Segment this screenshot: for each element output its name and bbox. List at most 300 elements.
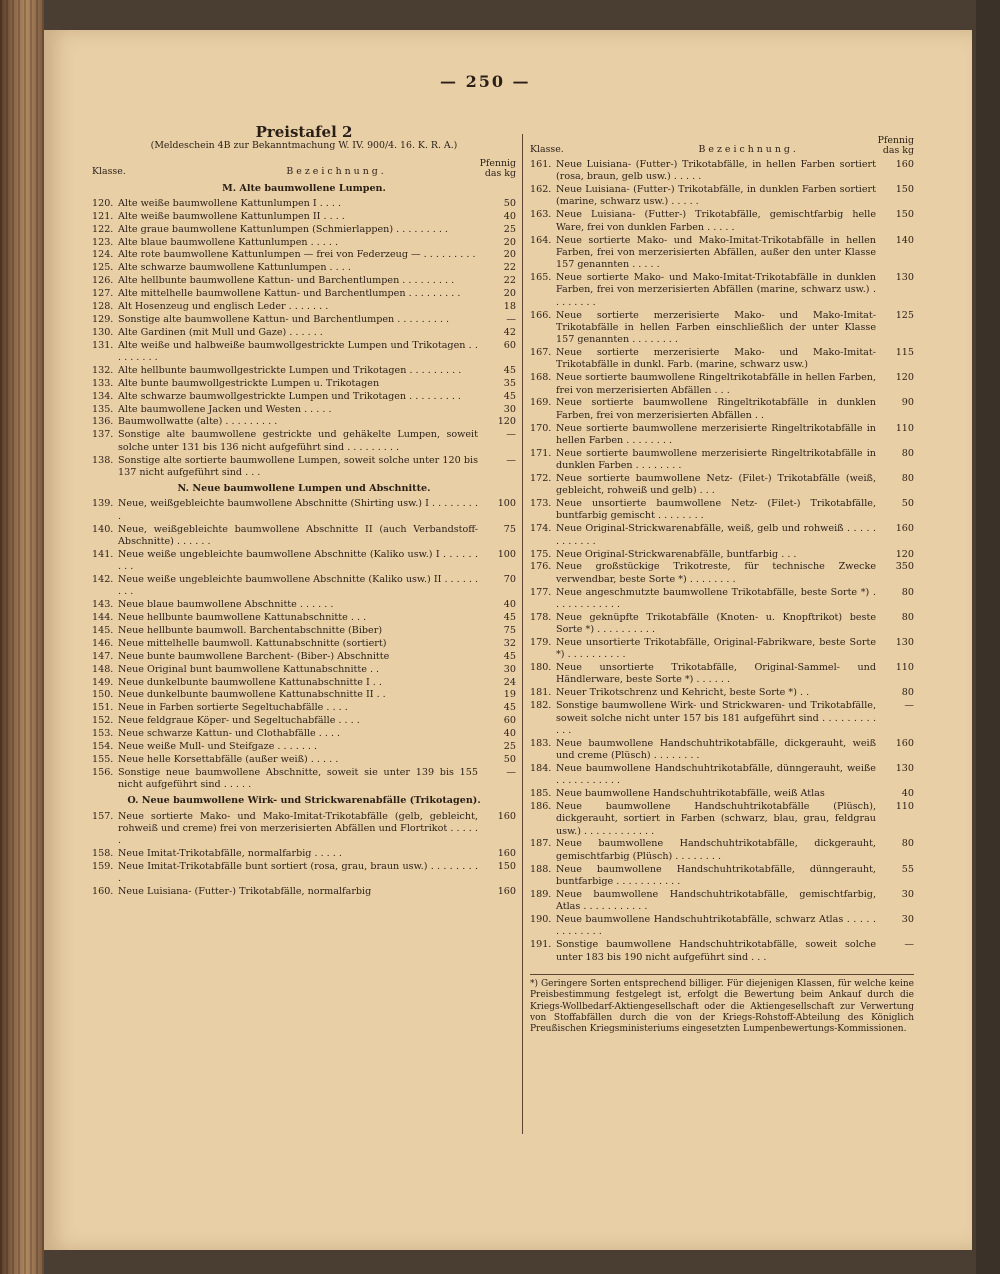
class-number: 159.: [92, 861, 114, 872]
class-number: 141.: [92, 548, 114, 560]
price-value: —: [904, 939, 914, 951]
item-description: Neue schwarze Kattun- und Clothabfälle . . . .: [118, 728, 341, 740]
item-description: Neue großstückige Trikotreste, für technische Zwecke verwendbar, beste Sorte *) . . . . . . . .: [556, 561, 876, 585]
price-row: [530, 612, 914, 637]
price-value: 80: [901, 687, 914, 699]
item-description: Neue weiße ungebleichte baumwollene Abschnitte (Kaliko usw.) I . . . . . . . . .: [118, 548, 478, 573]
price-row: [92, 625, 516, 637]
price-value: 45: [503, 612, 516, 624]
item-description: Neuer Trikotschrenz und Kehricht, beste Sorte *) . .: [556, 687, 810, 699]
item-description: Neue sortierte Mako- und Mako-Imitat-Trikotabfälle in dunklen Farben, frei von merzerisierten Abfällen (marine, schwarz usw.) . . . . . . . .: [556, 272, 876, 308]
price-row: [530, 889, 914, 914]
item-description: Neue in Farben sortierte Segeltuchabfälle . . . .: [118, 702, 348, 714]
class-number: 165.: [530, 272, 552, 284]
price-value: 120: [895, 548, 914, 560]
item-description: Neue sortierte baumwollene merzerisierte Ringeltrikotabfälle in hellen Farben . . . . . . . .: [556, 422, 876, 446]
price-value: 35: [503, 377, 516, 389]
class-number: 126.: [92, 275, 114, 287]
class-number: 130.: [92, 326, 114, 338]
price-value: 75: [503, 624, 516, 636]
binding-page-edges: [0, 0, 44, 1274]
price-row: [92, 365, 516, 377]
price-row: [530, 687, 914, 699]
class-number: 142.: [92, 573, 114, 585]
item-description: Alte weiße baumwollene Kattunlumpen II . . . .: [118, 210, 345, 222]
price-value: 45: [503, 364, 516, 376]
price-value: 140: [895, 234, 914, 246]
item-description: Neue weiße Mull- und Steifgaze . . . . . . .: [118, 740, 318, 752]
section-o-heading: O. Neue baumwollene Wirk- und Strickwarenabfälle (Trikotagen).: [127, 795, 481, 807]
price-value: 160: [497, 810, 516, 822]
price-value: 55: [901, 863, 914, 875]
price-value: 40: [503, 728, 516, 740]
class-number: 145.: [92, 624, 114, 636]
class-number: 171.: [530, 447, 552, 459]
item-description: Baumwollwatte (alte) . . . . . . . . .: [118, 416, 278, 428]
price-value: 100: [497, 548, 516, 560]
price-row: [530, 523, 914, 548]
price-value: 110: [895, 800, 914, 812]
price-value: 30: [503, 403, 516, 415]
price-row: [530, 763, 914, 788]
price-table-title: Preistafel 2: [255, 123, 353, 141]
class-number: 161.: [530, 159, 552, 170]
class-number: 168.: [530, 372, 552, 384]
item-description: Neue baumwollene Handschuhtrikotabfälle (Plüsch), dickgerauht, sortiert in Farben (schwarz, blau, grau, feldgrau usw.) . . . . . . . . . . . .: [556, 800, 876, 837]
price-row: [530, 914, 914, 939]
class-number: 139.: [92, 498, 114, 510]
price-value: 130: [895, 272, 914, 284]
price-value: 20: [503, 236, 516, 248]
price-value: 160: [497, 848, 516, 860]
item-description: Neue Luisiana- (Futter-) Trikotabfälle, in hellen Farben sortiert (rosa, braun, gelb usw.) . . . . .: [556, 159, 876, 183]
item-description: Neue sortierte baumwollene Ringeltrikotabfälle in dunklen Farben, frei von merzerisierten Abfällen . .: [556, 397, 876, 421]
price-row: [530, 159, 914, 184]
price-value: 115: [895, 347, 914, 359]
bezeichnung-header: Bezeichnung.: [698, 143, 799, 155]
class-number: 124.: [92, 249, 114, 261]
item-description: Neue angeschmutzte baumwollene Trikotabfälle, beste Sorte *) . . . . . . . . . . . .: [556, 586, 876, 610]
item-description: Neue geknüpfte Trikotabfälle (Knoten- u. Knopftrikot) beste Sorte *) . . . . . . . . . .: [556, 611, 876, 636]
price-value: 130: [895, 762, 914, 774]
item-description: Alte schwarze baumwollene Kattunlumpen . . . .: [118, 262, 351, 274]
price-value: 30: [901, 888, 914, 900]
price-row: [92, 211, 516, 223]
class-number: 158.: [92, 848, 114, 860]
item-description: Neue Luisiana- (Futter-) Trikotabfälle, in dunklen Farben sortiert (marine, schwarz usw.) . . . . .: [556, 184, 876, 208]
class-number: 121.: [92, 210, 114, 222]
price-value: 22: [503, 262, 516, 274]
price-value: 30: [901, 914, 914, 926]
price-row: [92, 848, 516, 860]
item-description: Alte rote baumwollene Kattunlumpen — frei von Federzeug — . . . . . . . . .: [118, 249, 476, 261]
price-row: [530, 561, 914, 586]
item-description: Neue sortierte Mako- und Mako-Imitat-Trikotabfälle (gelb, gebleicht, rohweiß und creme) frei von merzerisierten Abfällen und Flortrikot . . . . . .: [118, 810, 478, 847]
item-description: Alte baumwollene Jacken und Westen . . . . .: [118, 403, 332, 415]
price-value: 40: [901, 788, 914, 800]
class-number: 188.: [530, 863, 552, 875]
item-description: Neue Original-Strickwarenabfälle, buntfarbig . . .: [556, 548, 797, 560]
class-number: 146.: [92, 637, 114, 649]
item-description: Sonstige neue baumwollene Abschnitte, soweit sie unter 139 bis 155 nicht aufgeführt sind . . . . .: [118, 766, 478, 791]
price-row: [92, 689, 516, 701]
price-row: [92, 728, 516, 740]
item-description: Alt Hosenzeug und englisch Leder . . . . . . .: [118, 301, 329, 313]
item-description: Alte weiße und halbweiße baumwollgestrickte Lumpen und Trikotagen . . . . . . . . .: [118, 339, 478, 363]
class-number: 134.: [92, 390, 114, 402]
item-description: Neue baumwollene Handschuhtrikotabfälle, dünngerauht, buntfarbige . . . . . . . . . . .: [556, 863, 876, 887]
price-row: [530, 738, 914, 763]
class-number: 162.: [530, 184, 552, 196]
price-row: [530, 372, 914, 397]
price-value: 150: [497, 861, 516, 872]
price-row: [92, 340, 516, 365]
item-description: Neue Imitat-Trikotabfälle bunt sortiert (rosa, grau, braun usw.) . . . . . . . . .: [118, 861, 478, 885]
price-row: [530, 549, 914, 561]
item-description: Neue weiße ungebleichte baumwollene Abschnitte (Kaliko usw.) II . . . . . . . . .: [118, 573, 479, 598]
price-row: [92, 224, 516, 236]
item-description: Sonstige baumwollene Handschuhtrikotabfälle, soweit solche unter 183 bis 190 nicht aufgeführt sind . . .: [556, 939, 876, 963]
item-description: Neue, weißgebleichte baumwollene Abschnitte II (auch Verbandstoff-Abschnitte) . . . . . .: [118, 523, 478, 547]
price-row: [530, 235, 914, 272]
item-description: Neue sortierte baumwollene Netz- (Filet-) Trikotabfälle (weiß, gebleicht, rohweiß und gelb) . . .: [556, 472, 876, 497]
price-row: [92, 237, 516, 249]
price-value: —: [904, 700, 914, 712]
price-value: 24: [503, 676, 516, 688]
class-number: 143.: [92, 599, 114, 611]
bezeichnung-header: Bezeichnung.: [286, 166, 387, 178]
price-value: 18: [503, 301, 516, 313]
item-description: Neue baumwollene Handschuhtrikotabfälle, schwarz Atlas . . . . . . . . . . . . .: [556, 914, 876, 938]
price-row: [530, 838, 914, 863]
item-description: Sonstige baumwollene Wirk- und Strickwaren- und Trikotabfälle, soweit solche nicht unter 157 bis 181 aufgeführt sind . . . . . . . . . . . .: [556, 700, 876, 736]
price-row: [92, 677, 516, 689]
price-value: 45: [503, 650, 516, 662]
class-number: 164.: [530, 234, 552, 246]
price-row: [530, 473, 914, 498]
price-row: [530, 939, 914, 964]
item-description: Neue blaue baumwollene Abschnitte . . . . . .: [118, 599, 334, 611]
price-value: —: [506, 429, 516, 441]
right-column: [530, 96, 914, 1036]
class-number: 156.: [92, 766, 114, 778]
price-row: [530, 498, 914, 523]
price-row: [92, 404, 516, 416]
class-number: 122.: [92, 223, 114, 235]
price-value: —: [506, 313, 516, 325]
price-value: 40: [503, 599, 516, 611]
item-description: Neue baumwollene Handschuhtrikotabfälle, gemischtfarbig, Atlas . . . . . . . . . . .: [556, 888, 876, 913]
item-description: Neue Luisiana- (Futter-) Trikotabfälle, normalfarbig: [118, 886, 372, 898]
price-value: 120: [497, 416, 516, 428]
price-table-subtitle: (Meldeschein 4B zur Bekanntmachung W. IV. 900/4. 16. K. R. A.): [150, 140, 458, 152]
price-row: [92, 741, 516, 753]
item-description: Neue hellbunte baumwollene Kattunabschnitte . . .: [118, 612, 367, 624]
item-description: Alte bunte baumwollgestrickte Lumpen u. Trikotagen: [118, 377, 380, 389]
price-value: 350: [895, 561, 914, 573]
column-divider: [522, 134, 523, 1134]
price-value: 160: [895, 523, 914, 535]
price-value: 45: [503, 702, 516, 714]
item-description: Alte blaue baumwollene Kattunlumpen . . . . .: [118, 236, 339, 248]
class-number: 127.: [92, 288, 114, 300]
price-row: [92, 455, 516, 480]
price-row: [92, 378, 516, 390]
price-row: [530, 448, 914, 473]
klasse-header: Klasse.: [92, 166, 126, 178]
price-value: 80: [901, 838, 914, 850]
class-number: 186.: [530, 800, 552, 812]
price-row: [92, 314, 516, 326]
item-description: Neue dunkelbunte baumwollene Kattunabschnitte II . .: [118, 689, 386, 701]
item-description: Neue baumwollene Handschuhtrikotabfälle, dünngerauht, weiße . . . . . . . . . . .: [556, 762, 876, 787]
class-number: 175.: [530, 548, 552, 560]
item-description: Neue baumwollene Handschuhtrikotabfälle, dickgerauht, weiß und creme (Plüsch) . . . . . . . .: [556, 737, 876, 762]
price-value: 60: [503, 715, 516, 727]
class-number: 154.: [92, 740, 114, 752]
price-row: [92, 327, 516, 339]
price-value: 160: [497, 886, 516, 898]
class-number: 172.: [530, 472, 552, 484]
price-row: [92, 524, 516, 549]
price-row: [92, 886, 516, 898]
right-column-header: [530, 136, 914, 156]
price-value: 120: [895, 372, 914, 384]
item-description: Neue unsortierte Trikotabfälle, Original-Fabrikware, beste Sorte *) . . . . . . . . . .: [556, 636, 876, 661]
price-value: 22: [503, 275, 516, 287]
price-row: [92, 754, 516, 766]
price-row: [530, 347, 914, 372]
price-value: 160: [895, 159, 914, 170]
class-number: 123.: [92, 236, 114, 248]
class-number: 157.: [92, 810, 114, 822]
price-row: [92, 391, 516, 403]
price-value: 60: [503, 339, 516, 351]
item-description: Neue Imitat-Trikotabfälle, normalfarbig . . . . .: [118, 848, 342, 860]
class-number: 180.: [530, 662, 552, 674]
price-row: [92, 612, 516, 624]
class-number: 137.: [92, 429, 114, 441]
class-number: 140.: [92, 523, 114, 535]
class-number: 178.: [530, 611, 552, 623]
price-value: 80: [901, 586, 914, 598]
item-description: Neue dunkelbunte baumwollene Kattunabschnitte I . .: [118, 676, 382, 688]
footnote: *) Geringere Sorten entsprechend billiger. Für diejenigen Klassen, für welche keine Preisbestimmung festgelegt ist, erfolgt die Bewertung beim Ankauf durch die Kriegs-Wollbedarf-Aktiengesellschaft oder die Aktiengesellschaft zur Verwertung von Stoffabfällen durch die von der Kriegs-Rohstoff-Abteilung des Königlich Preußischen Kriegsministeriums eingesetzten Lumpenbewertungs-Kommissionen.: [530, 974, 914, 1036]
price-value: 50: [503, 753, 516, 765]
class-number: 182.: [530, 700, 552, 712]
class-number: 191.: [530, 939, 552, 951]
price-row: [92, 861, 516, 886]
section-o-list: [92, 811, 516, 899]
klasse-header: Klasse.: [530, 143, 564, 155]
price-value: 20: [503, 288, 516, 300]
item-description: Neue Original-Strickwarenabfälle, weiß, gelb und rohweiß . . . . . . . . . . . .: [556, 523, 876, 547]
price-value: 45: [503, 390, 516, 402]
class-number: 166.: [530, 309, 552, 321]
class-number: 131.: [92, 339, 114, 351]
price-value: —: [506, 766, 516, 778]
price-value: 80: [901, 447, 914, 459]
item-description: Neue sortierte merzerisierte Mako- und Mako-Imitat-Trikotabfälle in dunkl. Farb. (marine, schwarz usw.): [556, 347, 876, 371]
item-description: Neue unsortierte baumwollene Netz- (Filet-) Trikotabfälle, buntfarbig gemischt . . . . . . . .: [556, 498, 876, 522]
price-row: [530, 637, 914, 662]
class-number: 181.: [530, 687, 552, 699]
section-m-list: [92, 198, 516, 479]
class-number: 149.: [92, 676, 114, 688]
price-row: [530, 397, 914, 422]
price-value: 110: [895, 422, 914, 434]
price-row: [92, 288, 516, 300]
item-description: Neue, weißgebleichte baumwollene Abschnitte (Shirting usw.) I . . . . . . . . .: [118, 498, 478, 522]
price-value: 80: [901, 472, 914, 484]
price-row: [530, 587, 914, 612]
price-value: 130: [895, 636, 914, 648]
price-row: [92, 767, 516, 792]
item-description: Neue baumwollene Handschuhtrikotabfälle, weiß Atlas: [556, 788, 825, 800]
left-column: [92, 96, 516, 899]
class-number: 129.: [92, 313, 114, 325]
price-row: [92, 301, 516, 313]
item-description: Neue Original bunt baumwollene Kattunabschnitte . .: [118, 663, 380, 675]
price-value: —: [506, 454, 516, 466]
item-description: Neue sortierte baumwollene merzerisierte Ringeltrikotabfälle in dunklen Farben . . . . . . . .: [556, 447, 876, 472]
price-row: [92, 599, 516, 611]
price-row: [92, 664, 516, 676]
class-number: 190.: [530, 914, 552, 926]
item-description: Alte hellbunte baumwollgestrickte Lumpen und Trikotagen . . . . . . . . .: [118, 364, 462, 376]
item-description: Neue helle Korsettabfälle (außer weiß) . . . . .: [118, 753, 339, 765]
class-number: 189.: [530, 888, 552, 900]
class-number: 183.: [530, 737, 552, 749]
price-row: [92, 549, 516, 574]
item-description: Sonstige alte baumwollene Kattun- und Barchentlumpen . . . . . . . . .: [118, 313, 450, 325]
price-value: 90: [901, 397, 914, 409]
item-description: Neue baumwollene Handschuhtrikotabfälle, dickgerauht, gemischtfarbig (Plüsch) . . . . . . . .: [556, 838, 876, 862]
price-value: 150: [895, 209, 914, 221]
item-description: Sonstige alte sortierte baumwollene Lumpen, soweit solche unter 120 bis 137 nicht aufgeführt sind . . .: [118, 454, 478, 478]
item-description: Neue mittelhelle baumwoll. Kattunabschnitte (sortiert): [118, 637, 387, 649]
price-row: [92, 275, 516, 287]
class-number: 173.: [530, 498, 552, 510]
class-number: 128.: [92, 301, 114, 313]
price-row: [92, 638, 516, 650]
price-value: 75: [503, 523, 516, 535]
item-description: Alte Gardinen (mit Mull und Gaze) . . . . . .: [118, 326, 323, 338]
section-m-heading: M. Alte baumwollene Lumpen.: [222, 182, 386, 194]
price-value: 25: [503, 740, 516, 752]
price-row: [92, 702, 516, 714]
price-value: 125: [895, 309, 914, 321]
price-value: 110: [895, 662, 914, 674]
page-number: — 250 —: [440, 72, 531, 91]
price-value: 70: [503, 573, 516, 585]
price-row: [530, 864, 914, 889]
price-row: [92, 715, 516, 727]
price-value: 150: [895, 184, 914, 196]
class-number: 125.: [92, 262, 114, 274]
class-number: 185.: [530, 788, 552, 800]
item-description: Neue sortierte baumwollene Ringeltrikotabfälle in hellen Farben, frei von merzerisierten Abfällen . . .: [556, 372, 876, 396]
pfennig-header: Pfennig das kg: [479, 157, 516, 179]
class-number: 132.: [92, 364, 114, 376]
class-number: 184.: [530, 762, 552, 774]
class-number: 135.: [92, 403, 114, 415]
class-number: 176.: [530, 561, 552, 573]
price-row: [530, 209, 914, 234]
price-row: [92, 416, 516, 428]
price-value: 40: [503, 210, 516, 222]
class-number: 144.: [92, 612, 114, 624]
class-number: 152.: [92, 715, 114, 727]
right-dark-edge: [976, 0, 1000, 1274]
item-description: Neue feldgraue Köper- und Segeltuchabfälle . . . .: [118, 715, 360, 727]
price-value: 80: [901, 611, 914, 623]
price-row: [530, 184, 914, 209]
item-description: Neue unsortierte Trikotabfälle, Original-Sammel- und Händlerware, beste Sorte *) . . . . . .: [556, 662, 876, 686]
item-description: Alte hellbunte baumwollene Kattun- und Barchentlumpen . . . . . . . . .: [118, 275, 455, 287]
pfennig-header: Pfennig das kg: [877, 135, 914, 156]
price-value: 50: [503, 197, 516, 209]
class-number: 160.: [92, 886, 114, 898]
price-value: 50: [901, 498, 914, 510]
price-value: 32: [503, 637, 516, 649]
class-number: 148.: [92, 663, 114, 675]
item-description: Alte graue baumwollene Kattunlumpen (Schmierlappen) . . . . . . . . .: [118, 223, 448, 235]
price-row: [92, 811, 516, 848]
section-n-heading: N. Neue baumwollene Lumpen und Abschnitte.: [177, 483, 431, 495]
price-value: 100: [497, 498, 516, 510]
price-row: [530, 801, 914, 838]
price-row: [530, 310, 914, 347]
item-description: Alte mittelhelle baumwollene Kattun- und Barchentlumpen . . . . . . . . .: [118, 288, 461, 300]
price-row: [530, 700, 914, 737]
price-row: [530, 662, 914, 687]
class-number: 138.: [92, 454, 114, 466]
class-number: 147.: [92, 650, 114, 662]
item-description: Neue sortierte Mako- und Mako-Imitat-Trikotabfälle in hellen Farben, frei von merzerisierten Abfällen, außer den unter Klasse 157 genannten . . . . .: [556, 234, 876, 271]
price-value: 160: [895, 737, 914, 749]
price-value: 19: [503, 689, 516, 701]
class-number: 167.: [530, 347, 552, 359]
price-row: [92, 198, 516, 210]
class-number: 169.: [530, 397, 552, 409]
right-list: [530, 159, 914, 964]
price-row: [92, 429, 516, 454]
price-row: [92, 262, 516, 274]
item-description: Neue Luisiana- (Futter-) Trikotabfälle, gemischtfarbig helle Ware, frei von dunklen Farben . . . . .: [556, 209, 876, 233]
item-description: Neue hellbunte baumwoll. Barchentabschnitte (Biber): [118, 624, 383, 636]
class-number: 155.: [92, 753, 114, 765]
price-row: [92, 574, 516, 599]
price-row: [92, 249, 516, 261]
item-description: Neue bunte baumwollene Barchent- (Biber-) Abschnitte: [118, 650, 390, 662]
class-number: 187.: [530, 838, 552, 850]
class-number: 174.: [530, 523, 552, 535]
price-value: 20: [503, 249, 516, 261]
price-row: [530, 272, 914, 309]
section-n-list: [92, 498, 516, 791]
class-number: 150.: [92, 689, 114, 701]
class-number: 136.: [92, 416, 114, 428]
class-number: 170.: [530, 422, 552, 434]
price-value: 30: [503, 663, 516, 675]
class-number: 163.: [530, 209, 552, 221]
class-number: 179.: [530, 636, 552, 648]
class-number: 151.: [92, 702, 114, 714]
item-description: Neue sortierte merzerisierte Mako- und Mako-Imitat-Trikotabfälle in hellen Farben einschließlich der unter Klasse 157 genannten . . . . . . . .: [556, 309, 876, 346]
class-number: 133.: [92, 377, 114, 389]
price-row: [92, 498, 516, 523]
